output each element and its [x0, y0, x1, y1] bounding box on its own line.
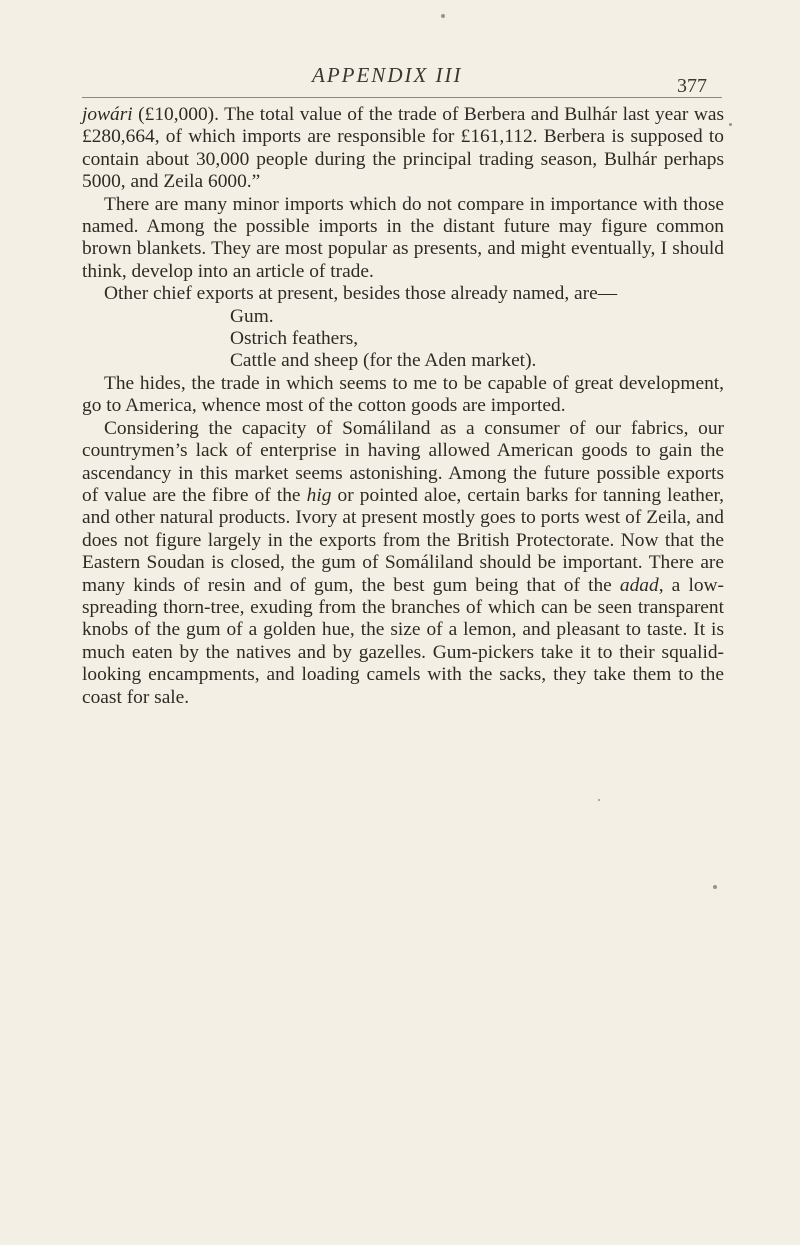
term-hig: hig	[306, 484, 332, 506]
paragraph-1-text-c: . Berbera is supposed to contain about 30,000 people during the principal trading season, Bulhár perhaps 5000, and Zeila 6000.”	[82, 126, 725, 193]
paragraph-5-text-c: , a low-spreading thorn-tree, exuding from the branches of which can be seen transparent knobs of the gum of a golden hue, the size of a lemon, and pleasant to taste. It is much eaten by the natives and by gazelles. Gum-pickers take it to their squalid-looking encampments, and loading camels with the sacks, they take them to the coast for sale.	[82, 574, 724, 708]
paragraph-3: Other chief exports at present, besides those already named, are—	[104, 283, 618, 305]
paragraph-4: The hides, the trade in which seems to me to be capable of great development, go to America, whence most of the cotton goods are imported.	[82, 372, 724, 417]
paragraph-5-text-b: or pointed aloe, certain barks for tanning leather, and other natural products. Ivory at present mostly goes to ports west of Zeila, and does not figure largely in the exports from the British Protectorate. Now that the Eastern Soudan is closed, the gum of Somáliland should be important. There are many kinds of resin and of gum, the best gum being that of the	[82, 484, 724, 596]
term-adad: adad	[619, 574, 659, 596]
amount-280664: £280,664	[82, 126, 155, 148]
header-rule	[82, 97, 722, 98]
amount-10000: £10,000	[144, 104, 208, 125]
paragraph-5-text-a: Considering the capacity of Somáliland as a consumer of our fabrics, our countrymen’s lack of enterprise in having allowed American goods to gain the ascendancy in this market seems astonishing. Among the future possible exports of value are the fibre of the	[82, 417, 724, 506]
term-jowari: jowári	[82, 104, 133, 125]
export-list-item-ostrich-feathers: Ostrich feathers,	[230, 328, 359, 350]
paragraph-1-open-paren: (	[132, 104, 145, 125]
paper-speck	[441, 14, 445, 18]
running-head-title: APPENDIX III	[312, 63, 463, 87]
body-text	[82, 104, 724, 709]
paragraph-2: There are many minor imports which do not compare in importance with those named. Among the possible imports in the distant future may figure common brown blankets. They are most popular as presents, and might eventually, I should think, develop into an article of trade.	[82, 193, 724, 282]
export-list-item-gum: Gum.	[230, 305, 274, 327]
paper-speck	[713, 885, 717, 889]
paper-speck	[598, 799, 600, 801]
export-list-item-cattle-sheep: Cattle and sheep (for the Aden market).	[230, 350, 537, 372]
paragraph-1	[82, 104, 724, 194]
paper-speck	[729, 123, 732, 126]
paragraph-1-text-b: , of which imports are responsible for	[154, 126, 461, 148]
paragraph-5	[82, 418, 724, 709]
amount-161112: £161,112	[460, 126, 533, 148]
page-number: 377	[677, 75, 707, 97]
running-head	[0, 63, 800, 97]
paragraph-1-text-a: ). The total value of the trade of Berbera and Bulhár last year was	[207, 104, 725, 125]
